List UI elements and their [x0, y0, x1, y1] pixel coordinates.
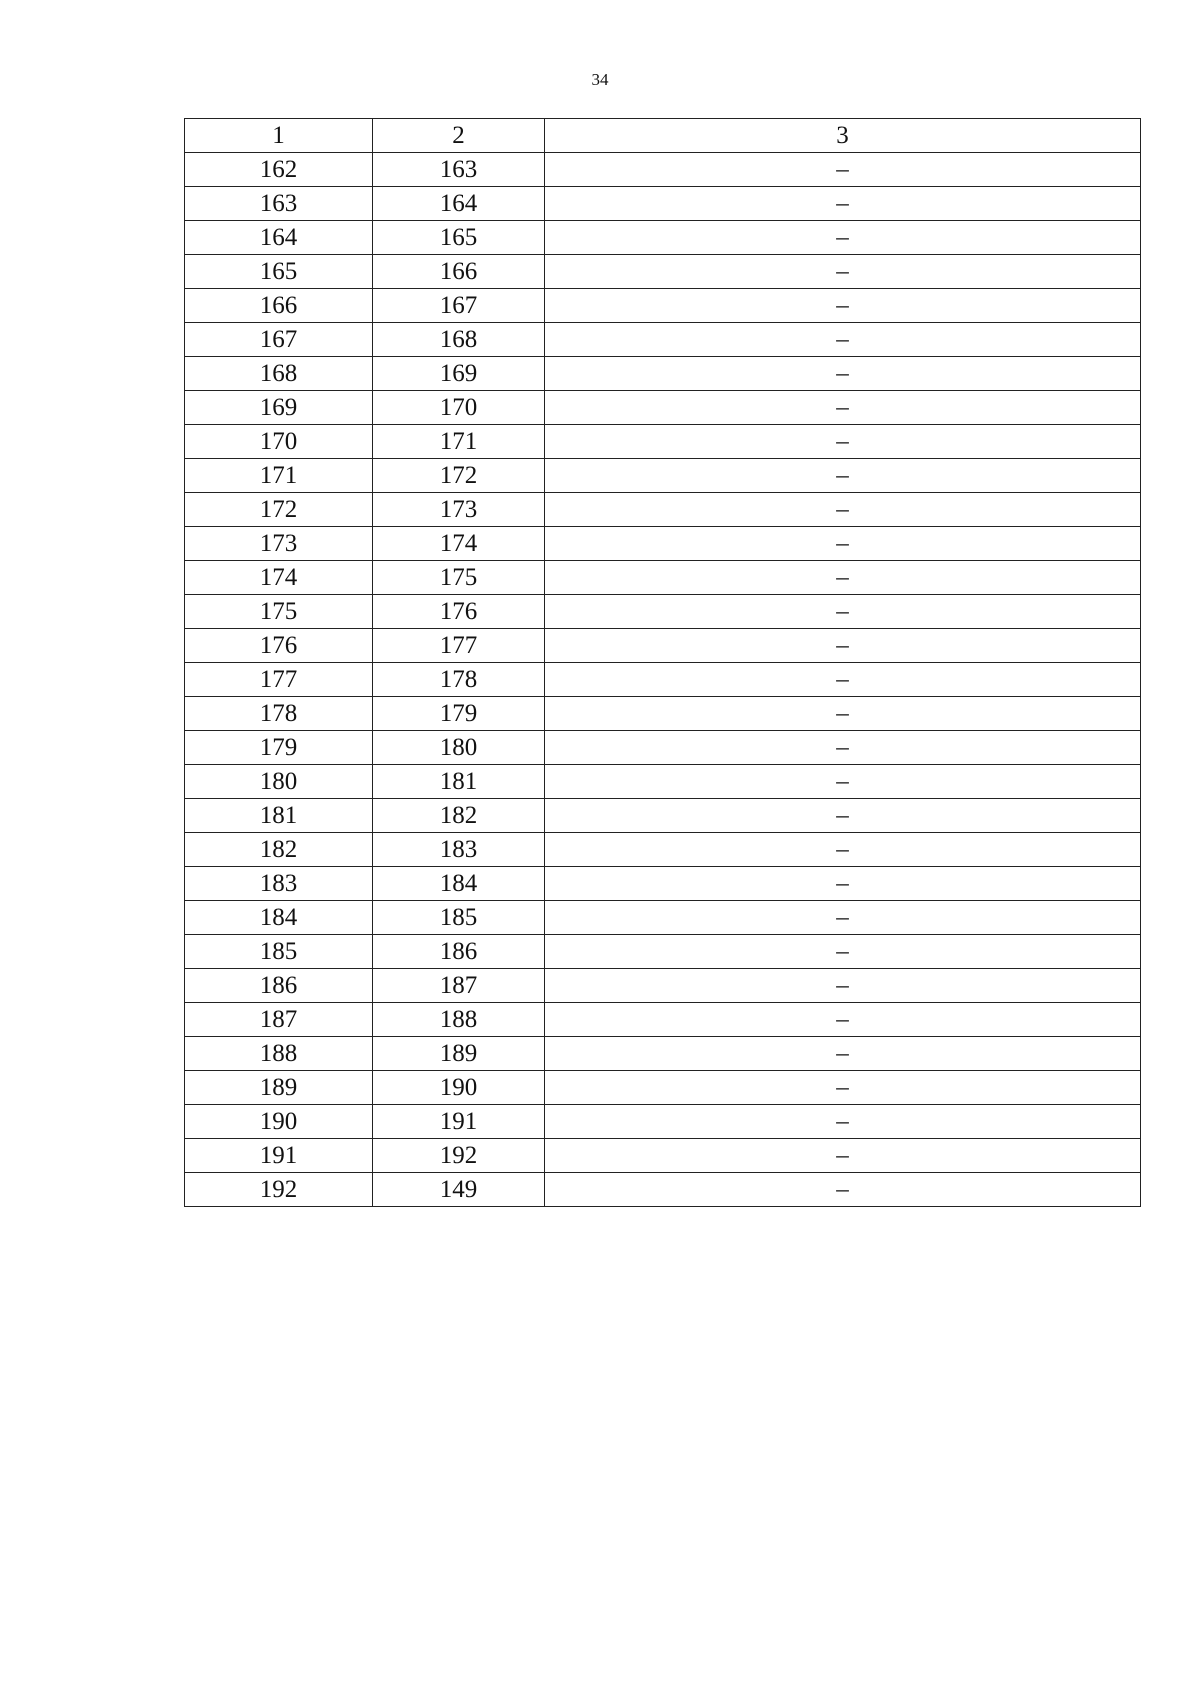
table-header-row: [185, 119, 1141, 153]
table-cell-col-2: 175: [373, 561, 545, 595]
table-row: [185, 221, 1141, 255]
table-cell-col-1: 171: [185, 459, 373, 493]
table-cell-col-1: 178: [185, 697, 373, 731]
table-cell-col-3: –: [545, 969, 1141, 1003]
table-row: [185, 153, 1141, 187]
table-row: [185, 765, 1141, 799]
table-cell-col-2: 185: [373, 901, 545, 935]
table-cell-col-2: 183: [373, 833, 545, 867]
table-cell-col-3: –: [545, 731, 1141, 765]
table-cell-col-2: 186: [373, 935, 545, 969]
table-cell-col-3: –: [545, 1105, 1141, 1139]
table-cell-col-1: 174: [185, 561, 373, 595]
table-cell-col-1: 165: [185, 255, 373, 289]
table-row: [185, 663, 1141, 697]
page-number: 34: [591, 70, 609, 89]
table-cell-col-1: 187: [185, 1003, 373, 1037]
table-cell-col-2: 188: [373, 1003, 545, 1037]
table-cell-col-1: 176: [185, 629, 373, 663]
table-cell-col-1: 173: [185, 527, 373, 561]
table-cell-col-2: 184: [373, 867, 545, 901]
table-cell-col-1: 185: [185, 935, 373, 969]
table-cell-col-3: –: [545, 867, 1141, 901]
table-cell-col-2: 163: [373, 153, 545, 187]
table-cell-col-3: –: [545, 901, 1141, 935]
table-cell-col-1: 192: [185, 1173, 373, 1207]
table-cell-col-2: 178: [373, 663, 545, 697]
table-cell-col-3: –: [545, 1173, 1141, 1207]
table-cell-col-1: 167: [185, 323, 373, 357]
table-cell-col-1: 177: [185, 663, 373, 697]
table-cell-col-2: 182: [373, 799, 545, 833]
table-cell-col-2: 164: [373, 187, 545, 221]
table-row: [185, 391, 1141, 425]
table-row: [185, 867, 1141, 901]
table-cell-col-3: –: [545, 493, 1141, 527]
table-cell-col-3: –: [545, 459, 1141, 493]
table-row: [185, 187, 1141, 221]
table-cell-col-2: 192: [373, 1139, 545, 1173]
table-row: [185, 901, 1141, 935]
table-row: [185, 969, 1141, 1003]
table-header: [185, 119, 1141, 153]
table-row: [185, 1139, 1141, 1173]
table-cell-col-1: 191: [185, 1139, 373, 1173]
table-row: [185, 425, 1141, 459]
table-cell-col-2: 187: [373, 969, 545, 1003]
table-row: [185, 255, 1141, 289]
column-header-3: 3: [545, 119, 1141, 153]
table-cell-col-3: –: [545, 255, 1141, 289]
table-cell-col-2: 169: [373, 357, 545, 391]
table-row: [185, 493, 1141, 527]
table-cell-col-2: 165: [373, 221, 545, 255]
table-row: [185, 289, 1141, 323]
table-cell-col-1: 175: [185, 595, 373, 629]
table-cell-col-3: –: [545, 1037, 1141, 1071]
table-row: [185, 1071, 1141, 1105]
table-cell-col-1: 179: [185, 731, 373, 765]
table-row: [185, 935, 1141, 969]
table-cell-col-1: 183: [185, 867, 373, 901]
table-row: [185, 323, 1141, 357]
table-cell-col-1: 168: [185, 357, 373, 391]
table-cell-col-1: 180: [185, 765, 373, 799]
table-row: [185, 1173, 1141, 1207]
table-cell-col-2: 181: [373, 765, 545, 799]
table-cell-col-3: –: [545, 697, 1141, 731]
table-cell-col-3: –: [545, 1003, 1141, 1037]
table-cell-col-3: –: [545, 323, 1141, 357]
table-cell-col-3: –: [545, 1139, 1141, 1173]
table-cell-col-2: 166: [373, 255, 545, 289]
table-cell-col-2: 191: [373, 1105, 545, 1139]
table-cell-col-1: 190: [185, 1105, 373, 1139]
table-cell-col-1: 169: [185, 391, 373, 425]
table-cell-col-3: –: [545, 765, 1141, 799]
table-row: [185, 1003, 1141, 1037]
table-cell-col-1: 163: [185, 187, 373, 221]
table-cell-col-3: –: [545, 391, 1141, 425]
table-cell-col-1: 166: [185, 289, 373, 323]
table-cell-col-2: 180: [373, 731, 545, 765]
table-cell-col-1: 181: [185, 799, 373, 833]
table-body: [185, 153, 1141, 1207]
table-cell-col-3: –: [545, 187, 1141, 221]
table-cell-col-1: 188: [185, 1037, 373, 1071]
table-cell-col-2: 190: [373, 1071, 545, 1105]
column-header-2: 2: [373, 119, 545, 153]
table-cell-col-3: –: [545, 663, 1141, 697]
table-cell-col-1: 164: [185, 221, 373, 255]
data-table: [184, 118, 1141, 1207]
table-row: [185, 697, 1141, 731]
table-cell-col-1: 189: [185, 1071, 373, 1105]
table-cell-col-1: 182: [185, 833, 373, 867]
table-row: [185, 731, 1141, 765]
table-cell-col-3: –: [545, 425, 1141, 459]
table-cell-col-3: –: [545, 527, 1141, 561]
table-cell-col-3: –: [545, 833, 1141, 867]
table-row: [185, 561, 1141, 595]
table-cell-col-2: 171: [373, 425, 545, 459]
table-row: [185, 799, 1141, 833]
table-row: [185, 629, 1141, 663]
table-cell-col-3: –: [545, 595, 1141, 629]
table-cell-col-3: –: [545, 221, 1141, 255]
table-cell-col-1: 172: [185, 493, 373, 527]
table-cell-col-3: –: [545, 289, 1141, 323]
table-row: [185, 527, 1141, 561]
table-row: [185, 595, 1141, 629]
table-row: [185, 459, 1141, 493]
table-row: [185, 357, 1141, 391]
table-cell-col-3: –: [545, 153, 1141, 187]
column-header-1: 1: [185, 119, 373, 153]
table-cell-col-2: 167: [373, 289, 545, 323]
table-cell-col-1: 184: [185, 901, 373, 935]
table-cell-col-2: 174: [373, 527, 545, 561]
table-cell-col-2: 173: [373, 493, 545, 527]
table-cell-col-2: 168: [373, 323, 545, 357]
table-cell-col-3: –: [545, 935, 1141, 969]
table-row: [185, 833, 1141, 867]
table-cell-col-3: –: [545, 629, 1141, 663]
table-cell-col-3: –: [545, 799, 1141, 833]
table-cell-col-2: 177: [373, 629, 545, 663]
table-cell-col-1: 186: [185, 969, 373, 1003]
table-cell-col-3: –: [545, 561, 1141, 595]
table-row: [185, 1105, 1141, 1139]
table-cell-col-1: 170: [185, 425, 373, 459]
table-row: [185, 1037, 1141, 1071]
table-cell-col-2: 172: [373, 459, 545, 493]
table-cell-col-2: 170: [373, 391, 545, 425]
table-cell-col-2: 189: [373, 1037, 545, 1071]
table-cell-col-3: –: [545, 1071, 1141, 1105]
table-cell-col-2: 179: [373, 697, 545, 731]
table-cell-col-3: –: [545, 357, 1141, 391]
table-cell-col-2: 176: [373, 595, 545, 629]
table-cell-col-1: 162: [185, 153, 373, 187]
table-cell-col-2: 149: [373, 1173, 545, 1207]
